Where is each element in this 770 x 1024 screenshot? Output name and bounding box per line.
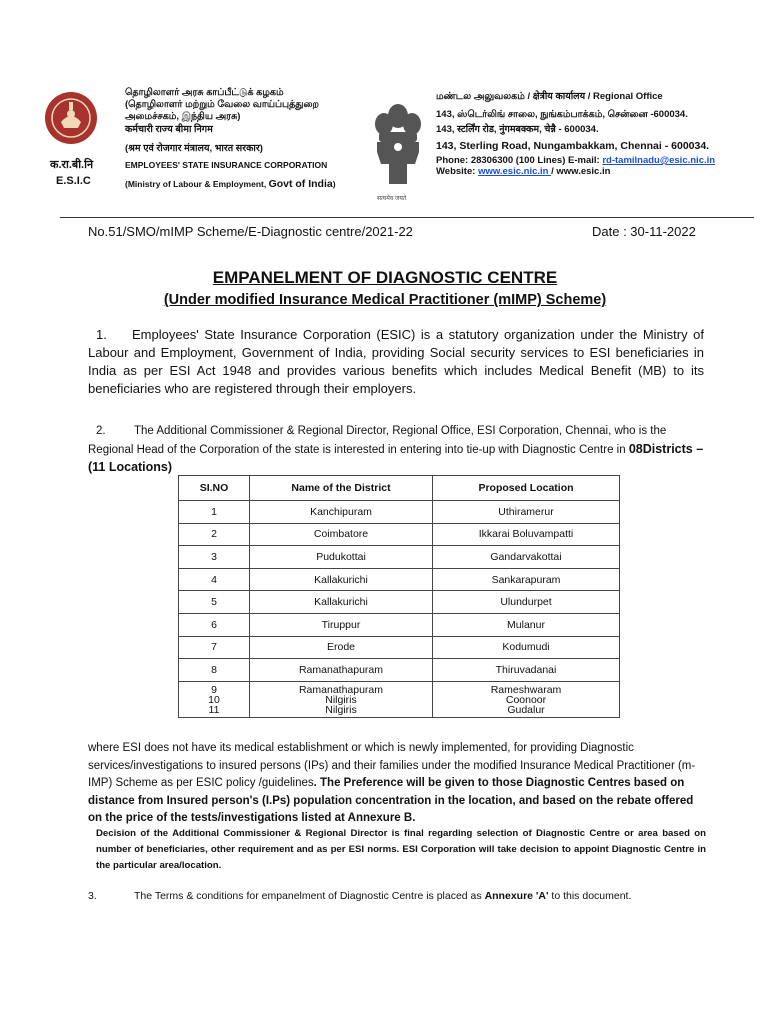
table-cell: Erode (250, 636, 433, 659)
emblem-caption: सत्यमेव जयते (377, 196, 407, 202)
table-cell: 6 (179, 613, 250, 636)
table-cell: Rameshwaram (433, 681, 620, 695)
table-cell: 3 (179, 546, 250, 569)
table-cell: Coimbatore (250, 523, 433, 546)
english-name: EMPLOYEES' STATE INSURANCE CORPORATION (125, 160, 328, 170)
document-date: Date : 30-11-2022 (592, 224, 696, 239)
address-hindi: 143, स्टर्लिंग रोड, नुंगमबक्कम, चेन्नै - 600034. (436, 124, 599, 135)
table-cell: Kanchipuram (250, 501, 433, 524)
table-row (179, 659, 620, 682)
paragraph-5 (88, 890, 708, 902)
table-cell: Ulundurpet (433, 591, 620, 614)
header-divider (60, 217, 754, 218)
logo-hindi-abbr: क.रा.बी.नि (50, 159, 94, 171)
tamil-name-line3: அமைச்சகம், இந்திய அரசு) (125, 111, 241, 122)
website-link[interactable]: www.esic.nic.in (478, 166, 552, 177)
paragraph-1 (88, 326, 704, 398)
paragraph-5-suffix: to this document. (548, 890, 632, 902)
tamil-name-line2: (தொழிலாளர் மற்றும் வேலை வாய்ப்புத்துறை (125, 99, 319, 110)
table-cell: Nilgiris (250, 695, 433, 705)
website-line (436, 166, 610, 177)
paragraph-3 (88, 740, 708, 828)
table-cell: Thiruvadanai (433, 659, 620, 682)
table-cell: Tiruppur (250, 613, 433, 636)
table-row (179, 546, 620, 569)
table-cell: Kodumudi (433, 636, 620, 659)
english-ministry-govt: Govt of India (268, 178, 333, 190)
table-cell: Ramanathapuram (250, 681, 433, 695)
table-cell: 8 (179, 659, 250, 682)
paragraph-2-text: The Additional Commissioner & Regional Director, Regional Office, ESI Corporation, Chennai, who is the Regional Head of the Corporation of the state is interested in entering into tie-up with Diagnostic Centre in (88, 425, 667, 456)
hindi-ministry: (श्रम एवं रोजगार मंत्रालय, भारत सरकार) (125, 143, 263, 154)
locations-table (178, 475, 620, 718)
table-cell: Kallakurichi (250, 568, 433, 591)
paragraph-2-number: 2. (96, 425, 106, 437)
table-row (179, 681, 620, 695)
table-cell: 4 (179, 568, 250, 591)
table-cell: Pudukottai (250, 546, 433, 569)
hindi-name: कर्मचारी राज्य बीमा निगम (125, 124, 213, 135)
table-cell: Sankarapuram (433, 568, 620, 591)
table-header-row (179, 476, 620, 501)
table-row (179, 591, 620, 614)
paragraph-2 (88, 423, 704, 478)
table-cell: Kallakurichi (250, 591, 433, 614)
table-row (179, 705, 620, 718)
table-cell: 9 (179, 681, 250, 695)
english-ministry-prefix: (Ministry of Labour & Employment, (125, 179, 269, 189)
table-header-district: Name of the District (250, 476, 433, 501)
reference-number: No.51/SMO/mIMP Scheme/E-Diagnostic centre/2021-22 (88, 224, 413, 239)
table-cell: Ikkarai Boluvampatti (433, 523, 620, 546)
paragraph-2-districts: 08Districts –(11 Locations) (88, 441, 704, 474)
table-row (179, 613, 620, 636)
address-tamil: 143, ஸ்டெர்லிங் சாலை, நுங்கம்பாக்கம், சென்னை -600034. (436, 109, 688, 120)
table-cell: 5 (179, 591, 250, 614)
paragraph-5-text: The Terms & conditions for empanelment of Diagnostic Centre is placed as (134, 890, 485, 902)
table-cell: Coonoor (433, 695, 620, 705)
paragraph-5-annexure: Annexure 'A' (484, 890, 549, 902)
table-cell: 11 (179, 705, 250, 718)
table-row (179, 523, 620, 546)
english-ministry-suffix: ) (332, 179, 336, 189)
table-cell: Mulanur (433, 613, 620, 636)
table-row (179, 501, 620, 524)
english-ministry (125, 179, 336, 190)
paragraph-1-number: 1. (96, 327, 107, 342)
table-row (179, 695, 620, 705)
national-emblem-icon (367, 94, 429, 190)
table-header-location: Proposed Location (433, 476, 620, 501)
email-link[interactable]: rd-tamilnadu@esic.nic.in (602, 155, 716, 166)
table-header-sino: SI.NO (179, 476, 250, 501)
table-cell: Uthiramerur (433, 501, 620, 524)
paragraph-3-text: where ESI does not have its medical establishment or which is newly implemented, for providing Diagnostic services/investigations to insured persons (IPs) and their families under the modified Insurance Medical Practitioner (m-IMP) Scheme as per ESIC policy /guidelines (88, 742, 696, 789)
esic-logo-icon (45, 92, 97, 144)
table-row (179, 636, 620, 659)
table-cell: Ramanathapuram (250, 659, 433, 682)
table-cell: Gandarvakottai (433, 546, 620, 569)
table-cell: 2 (179, 523, 250, 546)
page-title: EMPANELMENT OF DIAGNOSTIC CENTRE (212, 268, 558, 287)
table-cell: 1 (179, 501, 250, 524)
website-prefix: Website: (436, 166, 479, 177)
page-subtitle: (Under modified Insurance Medical Practitioner (mIMP) Scheme) (163, 292, 607, 308)
office-line: மண்டல அலுவலகம் / क्षेत्रीय कार्यालय / Regional Office (436, 91, 663, 102)
table-row (179, 568, 620, 591)
paragraph-4: Decision of the Additional Commissioner & Regional Director is final regarding selection of Diagnostic Centre or area based on number of beneficiaries, other requirement and as per ESI norms. ESI Corporation will take decision to appoint Diagnostic Centre in the particular area/location. (96, 828, 706, 871)
phone-prefix: Phone: 28306300 (100 Lines) E-mail: (436, 155, 603, 166)
table-cell: Gudalur (433, 705, 620, 718)
paragraph-1-text: Employees' State Insurance Corporation (ESIC) is a statutory organization under the Ministry of Labour and Employment, Government of India, providing Social security services to ESI beneficiaries in India as per ESI Act 1948 and provides various benefits which includes Medical Benefit (MB) to its beneficiaries who are registered through their employers. (88, 327, 704, 396)
paragraph-3-preference: . The Preference will be given to those Diagnostic Centres based on distance from Insured person's (I.Ps) population concentration in the location, and based on the rebate offered on the price of the tests/investigations listed at Annexure B. (88, 777, 694, 824)
address-english: 143, Sterling Road, Nungambakkam, Chennai - 600034. (436, 140, 710, 152)
tamil-name-line1: தொழிலாளர் அரசு காப்பீட்டுக் கழகம் (125, 87, 284, 98)
website-alt: / www.esic.in (551, 166, 611, 177)
paragraph-5-number: 3. (88, 890, 97, 902)
phone-email-line (436, 155, 715, 166)
logo-abbr: E.S.I.C (56, 175, 91, 187)
table-cell: 10 (179, 695, 250, 705)
table-cell: Nilgiris (250, 705, 433, 718)
table-cell: 7 (179, 636, 250, 659)
